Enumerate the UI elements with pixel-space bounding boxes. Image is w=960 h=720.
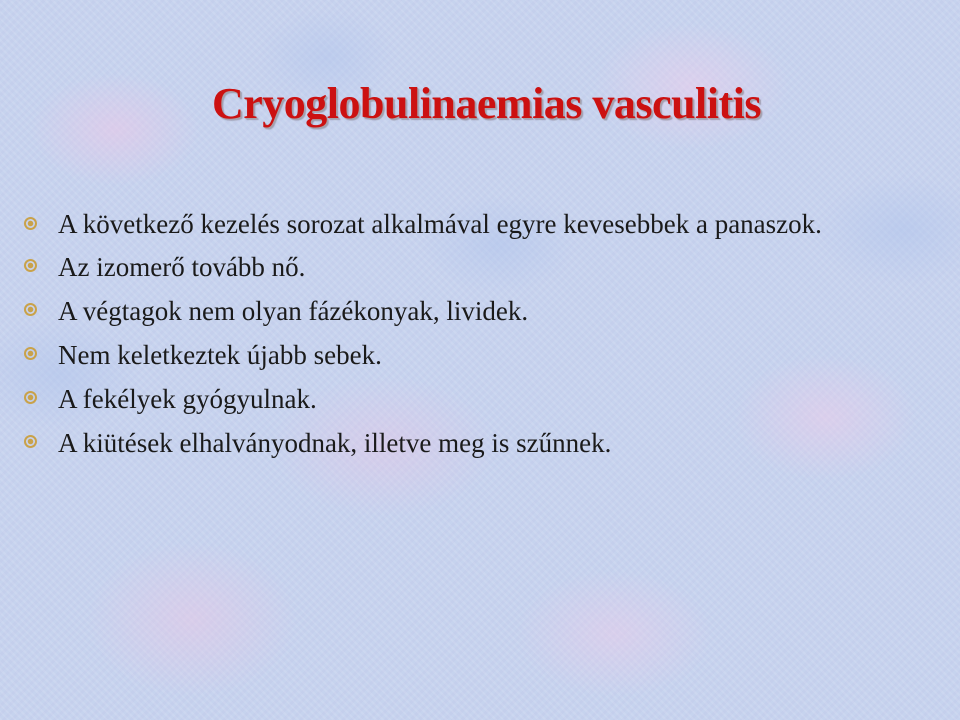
bullet-item — [24, 245, 934, 289]
bullet-text: Az izomerő tovább nő. — [58, 252, 306, 282]
bullet-item — [24, 204, 858, 245]
circle-dot-bullet-icon — [24, 217, 37, 230]
circle-dot-bullet-icon — [24, 303, 37, 316]
bullet-item — [24, 333, 934, 377]
bullet-item — [24, 289, 934, 333]
bullet-text: A fekélyek gyógyulnak. — [58, 384, 317, 414]
circle-dot-bullet-icon — [24, 259, 37, 272]
circle-dot-bullet-icon — [24, 347, 37, 360]
slide-title: Cryoglobulinaemias vasculitis — [212, 79, 761, 128]
bullet-item — [24, 421, 934, 465]
bullet-text: A végtagok nem olyan fázékonyak, lividek. — [58, 296, 529, 326]
bullet-text: Nem keletkeztek újabb sebek. — [58, 340, 382, 370]
bullet-item — [24, 377, 934, 421]
bullet-list — [24, 204, 934, 465]
bullet-text: A következő kezelés sorozat alkalmával egyre kevesebbek a panaszok. — [58, 209, 822, 239]
bullet-text: A kiütések elhalványodnak, illetve meg is szűnnek. — [58, 428, 612, 458]
circle-dot-bullet-icon — [24, 435, 37, 448]
circle-dot-bullet-icon — [24, 391, 37, 404]
